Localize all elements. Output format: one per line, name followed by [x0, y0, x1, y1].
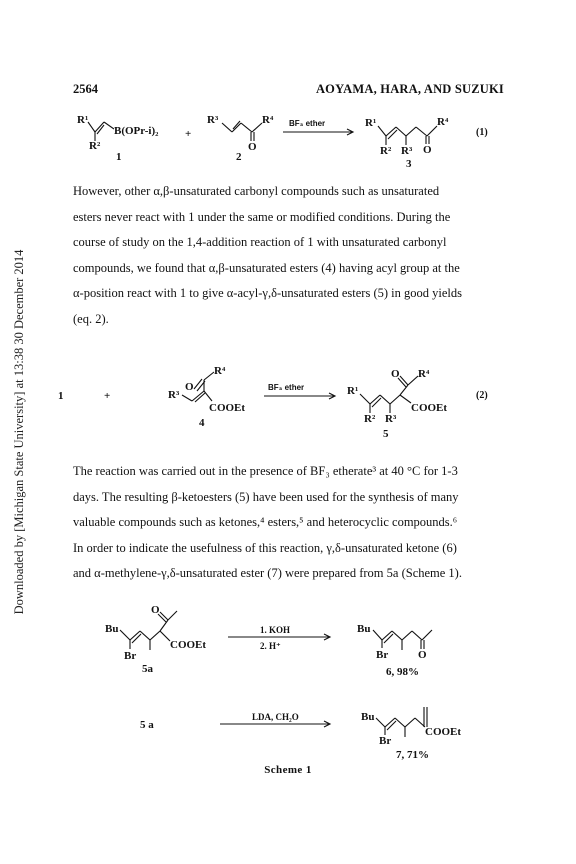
- eq1-r1-label: R¹: [77, 114, 89, 126]
- scheme1-6-bu: Bu: [357, 623, 371, 635]
- eq1-r4-label: R⁴: [262, 114, 274, 126]
- paragraph-2-line: The reaction was carried out in the presence of BF₃ etherate³ at 40 °C for 1-3: [73, 464, 458, 478]
- eq2-product-o: O: [391, 368, 400, 380]
- scheme1-arrow1-step2: 2. H⁺: [260, 641, 281, 651]
- eq2-reactant-4: [168, 365, 245, 429]
- paragraph-2-line: valuable compounds such as ketones,⁴ esters,⁵ and heterocyclic compounds.⁶: [73, 515, 458, 529]
- eq2-product-r1: R¹: [347, 385, 359, 397]
- scheme1-5a-label: 5a: [142, 663, 153, 675]
- scheme1-compound-5a: [105, 604, 206, 675]
- scheme-1: [0, 604, 576, 762]
- paragraph-1-line: α-position react with 1 to give α-acyl-γ,δ-unsaturated esters (5) in good yields: [73, 286, 462, 300]
- scheme1-compound-7: [361, 707, 461, 761]
- scheme1-5a-ester: COOEt: [170, 639, 207, 651]
- scheme-caption: Scheme 1: [264, 764, 312, 776]
- eq2-reactant-r4: R⁴: [214, 365, 226, 377]
- eq2-compound-1-number: 1: [58, 390, 64, 402]
- eq1-product-r3: R³: [401, 145, 413, 157]
- eq1-r3-label: R³: [207, 114, 219, 126]
- scheme1-compound-6: [357, 623, 432, 678]
- eq1-boron-label: B(OPr-i)₂: [114, 125, 159, 137]
- scheme1-7-label: 7, 71%: [396, 749, 429, 761]
- eq2-product-5: [347, 368, 447, 440]
- scheme1-6-br: Br: [376, 649, 389, 661]
- eq1-reactant-2: [207, 114, 274, 163]
- eq2-product-r4: R⁴: [418, 368, 430, 380]
- eq2-reactant-r3: R³: [168, 389, 180, 401]
- eq1-arrow-label: BF₃ ether: [289, 119, 326, 128]
- eq1-reactant-1: [77, 114, 159, 163]
- eq1-plus: +: [185, 128, 192, 140]
- eq2-arrow-label: BF₃ ether: [268, 383, 305, 392]
- scheme1-7-bu: Bu: [361, 711, 375, 723]
- eq2-compound-5-number: 5: [383, 428, 389, 440]
- paragraph-2: [73, 459, 509, 587]
- scheme1-arrow2-reagents: LDA, CH₂O: [252, 712, 299, 722]
- running-title: AOYAMA, HARA, AND SUZUKI: [315, 82, 504, 96]
- eq1-product-r4: R⁴: [437, 116, 449, 128]
- eq1-compound-1-number: 1: [116, 151, 122, 163]
- eq1-compound-2-number: 2: [236, 151, 242, 163]
- eq2-reactant-o: O: [185, 381, 194, 393]
- paragraph-1: [73, 179, 509, 332]
- eq1-product-o: O: [423, 144, 432, 156]
- scheme1-6-o: O: [418, 649, 427, 661]
- download-watermark: Downloaded by [Michigan State University] at 13:38 30 December 2014: [12, 249, 26, 615]
- scheme1-6-label: 6, 98%: [386, 666, 419, 678]
- eq2-product-ester: COOEt: [411, 402, 448, 414]
- equation-2: [0, 364, 576, 448]
- scheme1-7-ester: COOEt: [425, 726, 462, 738]
- eq2-plus: +: [104, 390, 111, 402]
- eq1-equation-number: (1): [476, 127, 488, 138]
- page-number: 2564: [73, 82, 98, 96]
- paragraph-1-line: However, other α,β-unsaturated carbonyl compounds such as unsaturated: [73, 184, 440, 198]
- scheme1-7-br: Br: [379, 735, 392, 747]
- scheme1-arrow1-step1: 1. KOH: [260, 625, 291, 635]
- paragraph-1-line: compounds, we found that α,β-unsaturated esters (4) having acyl group at the: [73, 260, 460, 275]
- eq2-reactant-ester: COOEt: [209, 402, 246, 414]
- eq2-equation-number: (2): [476, 390, 488, 401]
- paragraph-2-line: and α-methylene-γ,δ-unsaturated ester (7) were prepared from 5a (Scheme 1).: [73, 566, 462, 580]
- eq1-r2-label: R²: [89, 140, 101, 152]
- eq1-product-r1: R¹: [365, 117, 377, 129]
- eq2-product-r3: R³: [385, 413, 397, 425]
- eq2-compound-4-number: 4: [199, 417, 205, 429]
- eq1-compound-3-number: 3: [406, 158, 412, 170]
- equation-1: [0, 112, 576, 176]
- scheme1-5a-bu: Bu: [105, 623, 119, 635]
- scheme1-5a-o: O: [151, 604, 160, 616]
- scheme1-row2-5a-label: 5 a: [140, 719, 154, 731]
- paragraph-2-line: days. The resulting β-ketoesters (5) have been used for the synthesis of many: [73, 489, 459, 504]
- paragraph-1-line: esters never react with 1 under the same or modified conditions. During the: [73, 209, 451, 224]
- paragraph-2-line: In order to indicate the usefulness of this reaction, γ,δ-unsaturated ketone (6): [73, 540, 457, 555]
- eq1-carbonyl-o: O: [248, 141, 257, 153]
- eq2-product-r2: R²: [364, 413, 376, 425]
- scheme1-5a-br: Br: [124, 650, 137, 662]
- paragraph-1-line: (eq. 2).: [73, 311, 109, 326]
- eq1-product-r2: R²: [380, 145, 392, 157]
- paragraph-1-line: course of study on the 1,4-addition reaction of 1 with unsaturated carbonyl: [73, 235, 447, 249]
- eq1-product-3: [365, 116, 449, 170]
